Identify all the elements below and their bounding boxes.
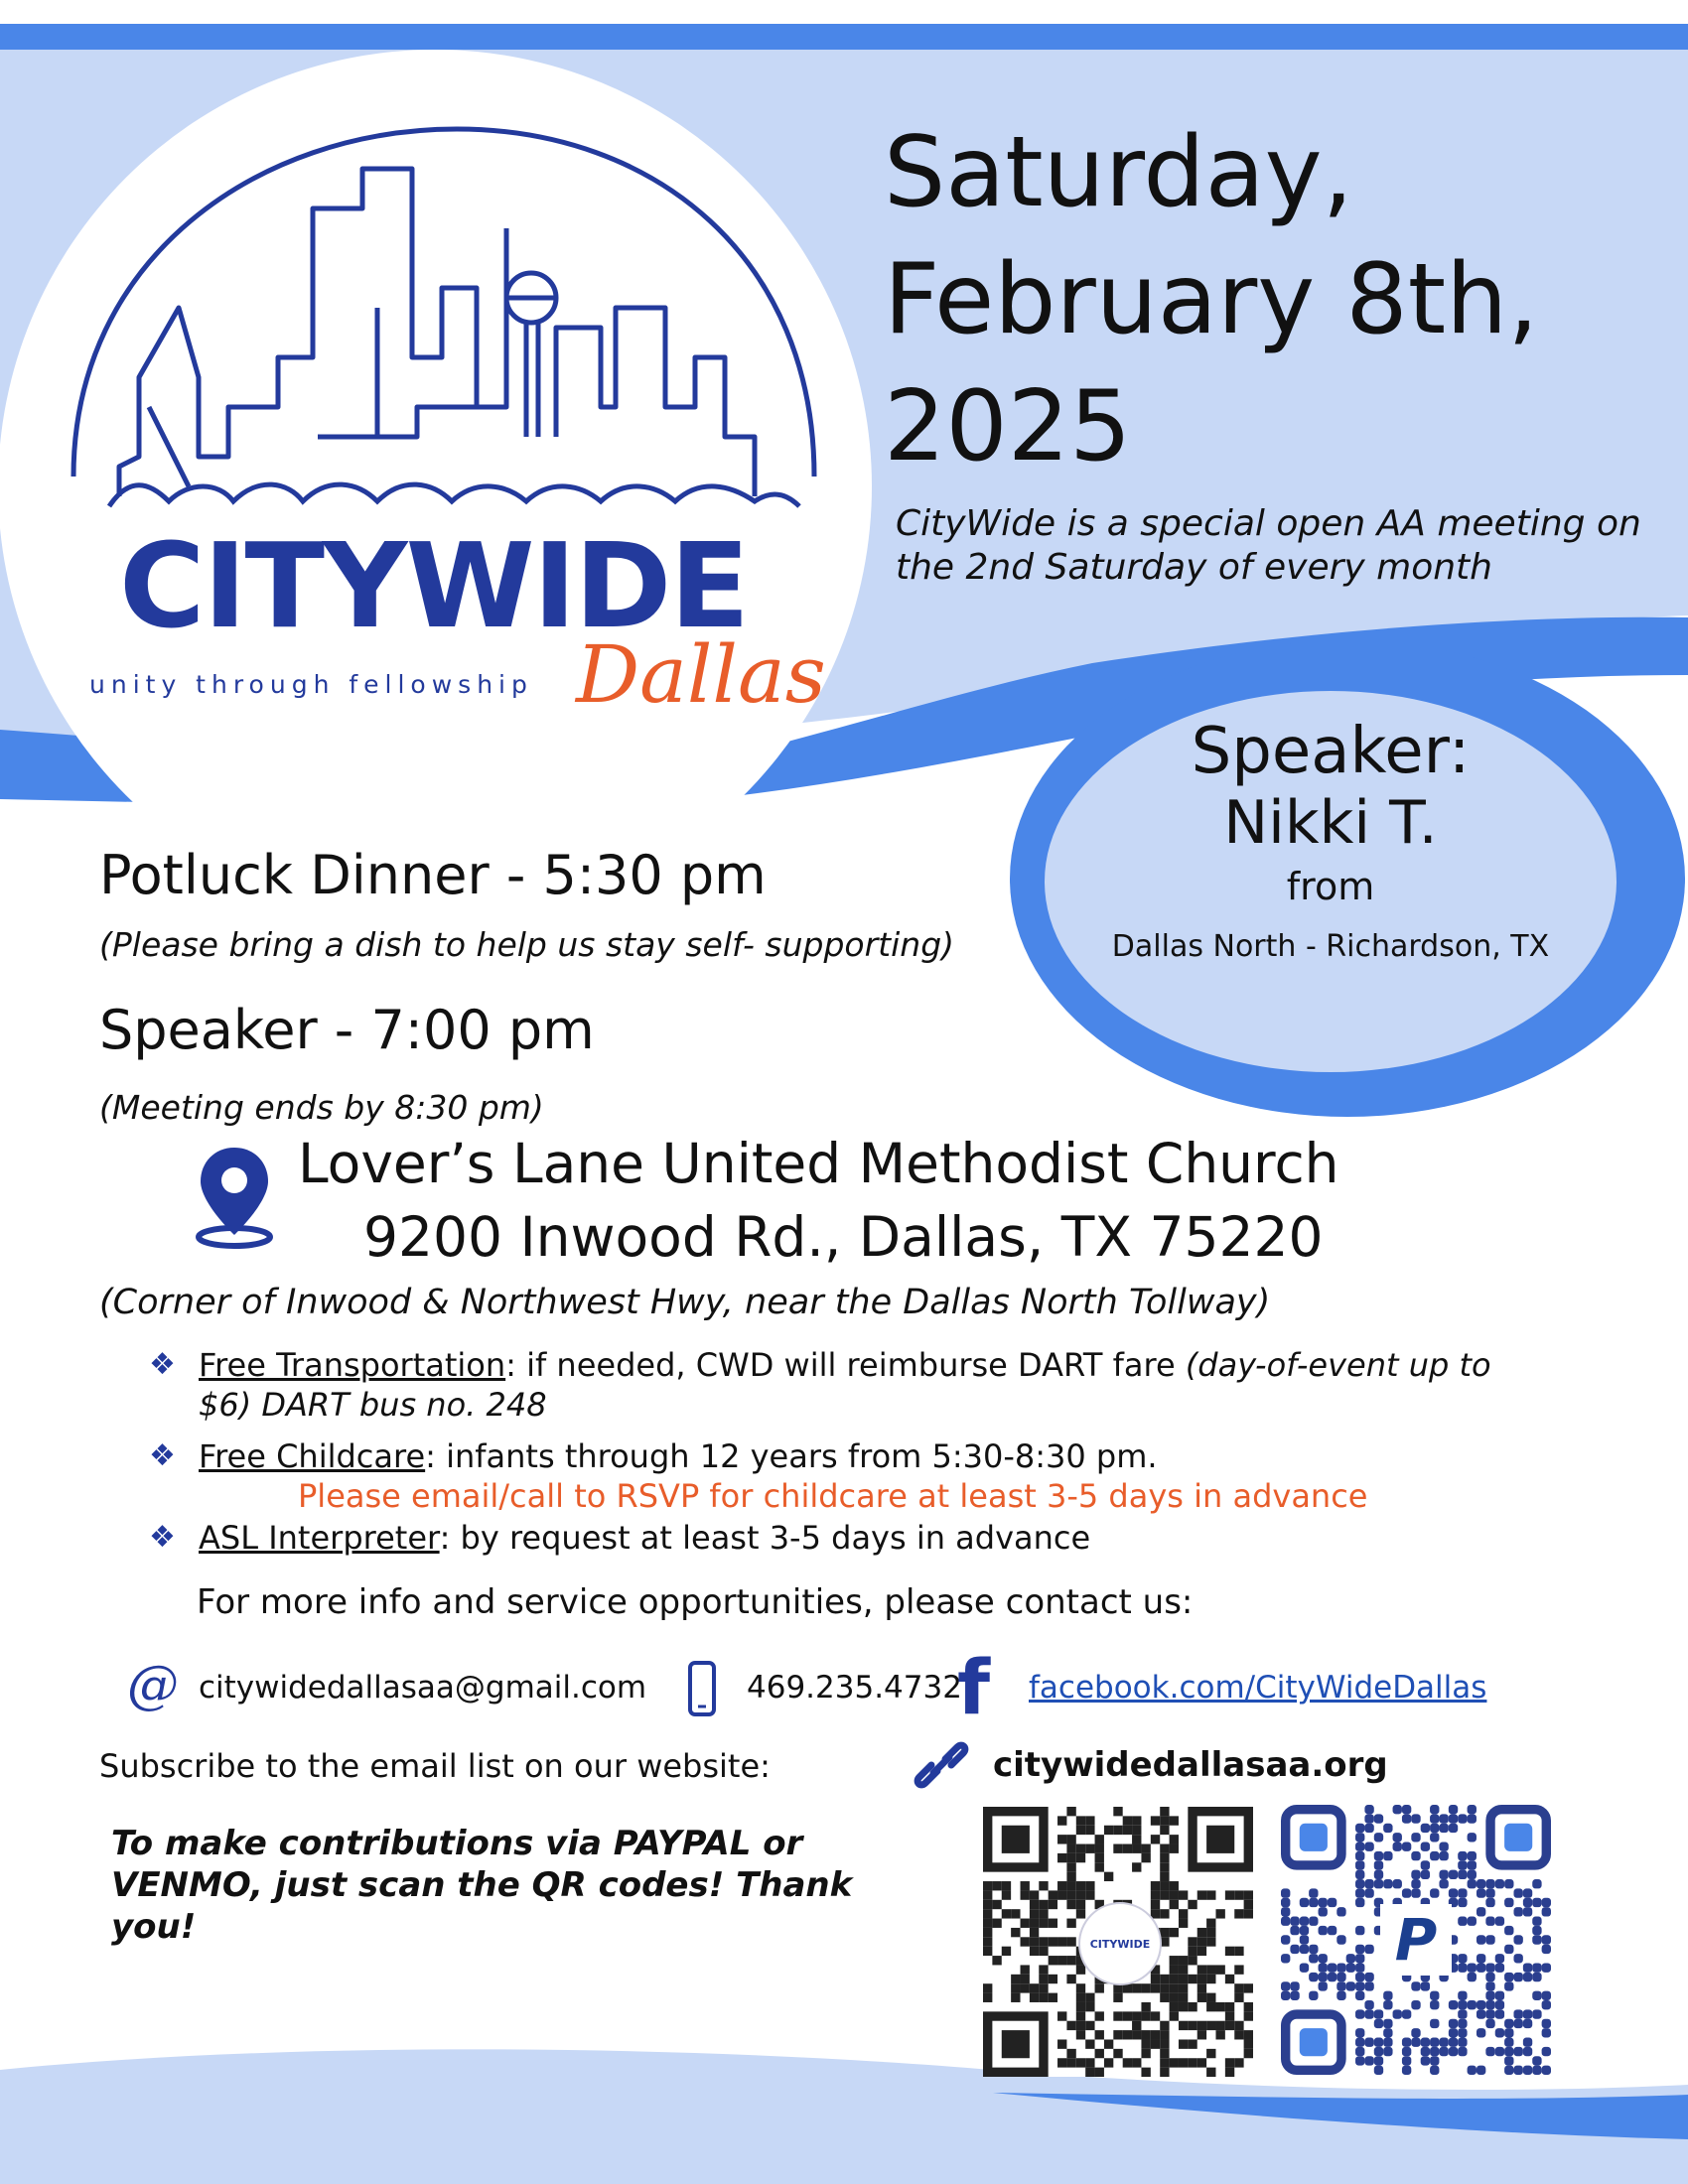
speaker-time: Speaker - 7:00 pm xyxy=(99,999,595,1061)
top-stripe xyxy=(0,24,1688,50)
at-sign-icon: @ xyxy=(127,1656,179,1715)
speaker-label: Speaker: xyxy=(1191,715,1471,788)
logo-tagline: unity through fellowship xyxy=(89,670,533,699)
speaker-name: Nikki T. xyxy=(1223,788,1438,858)
speaker-note: (Meeting ends by 8:30 pm) xyxy=(99,1088,544,1127)
asl-title: ASL Interpreter xyxy=(199,1519,440,1557)
potluck-note: (Please bring a dish to help us stay self- supporting) xyxy=(99,925,955,964)
logo-wordmark: CITYWIDE xyxy=(119,517,749,654)
qr-logo-badge xyxy=(1078,1902,1162,1985)
location-pin-icon xyxy=(193,1144,276,1249)
venmo-qr-code[interactable] xyxy=(983,1807,1253,2077)
phone-icon xyxy=(687,1660,717,1717)
childcare-rsvp-note: Please email/call to RSVP for childcare at least 3-5 days in advance xyxy=(298,1477,1368,1515)
qr-logo-label: CITYWIDE xyxy=(1089,1937,1151,1951)
meeting-description: CityWide is a special open AA meeting on the 2nd Saturday of every month xyxy=(896,503,1641,588)
benefits-list xyxy=(149,1345,1499,1558)
logo-script: Dallas xyxy=(576,628,826,721)
diamond-bullet-icon: ❖ xyxy=(149,1520,176,1555)
citywide-logo xyxy=(60,109,834,745)
speaker-box xyxy=(1082,715,1579,979)
venue-directions: (Corner of Inwood & Northwest Hwy, near the Dallas North Tollway) xyxy=(99,1283,1271,1322)
paypal-qr-code[interactable] xyxy=(1281,1805,1551,2075)
diamond-bullet-icon: ❖ xyxy=(149,1347,176,1382)
subscribe-text: Subscribe to the email list on our website: xyxy=(99,1747,771,1785)
diamond-bullet-icon: ❖ xyxy=(149,1438,176,1473)
email-link[interactable]: citywidedallasaa@gmail.com xyxy=(199,1670,647,1706)
link-icon xyxy=(912,1737,971,1793)
dallas-skyline-icon xyxy=(60,109,834,526)
phone-number[interactable]: 469.235.4732 xyxy=(747,1670,962,1706)
contact-intro: For more info and service opportunities, please contact us: xyxy=(197,1582,1194,1622)
potluck-time: Potluck Dinner - 5:30 pm xyxy=(99,844,767,906)
asl-text: : by request at least 3-5 days in advance xyxy=(439,1519,1091,1557)
donation-text: To make contributions via PAYPAL or VENMO, just scan the QR codes! Thank you! xyxy=(111,1824,853,1947)
transportation-title: Free Transportation xyxy=(199,1346,506,1384)
childcare-text: : infants through 12 years from 5:30-8:30 pm. xyxy=(425,1437,1158,1475)
date-year: 2025 xyxy=(884,370,1132,483)
date-day: Saturday, xyxy=(884,116,1353,229)
paypal-icon: P xyxy=(1380,1904,1452,1976)
speaker-group: Dallas North - Richardson, TX xyxy=(1111,929,1550,964)
event-date xyxy=(884,109,1538,490)
website-link[interactable]: citywidedallasaa.org xyxy=(993,1745,1388,1785)
childcare-title: Free Childcare xyxy=(199,1437,426,1475)
venue-address: 9200 Inwood Rd., Dallas, TX 75220 xyxy=(363,1205,1324,1269)
speaker-from: from xyxy=(1286,865,1375,908)
transportation-detail: (day-of-event up to $6) DART bus no. 248 xyxy=(199,1346,1491,1424)
list-item xyxy=(149,1436,1499,1518)
facebook-link[interactable]: facebook.com/CityWideDallas xyxy=(1029,1670,1487,1706)
facebook-icon: f xyxy=(957,1643,991,1731)
venue-name: Lover’s Lane United Methodist Church xyxy=(298,1132,1339,1195)
list-item xyxy=(149,1345,1499,1436)
date-month: February 8th, xyxy=(884,243,1539,356)
transportation-text: : if needed, CWD will reimburse DART fare xyxy=(505,1346,1186,1384)
list-item xyxy=(149,1518,1499,1558)
